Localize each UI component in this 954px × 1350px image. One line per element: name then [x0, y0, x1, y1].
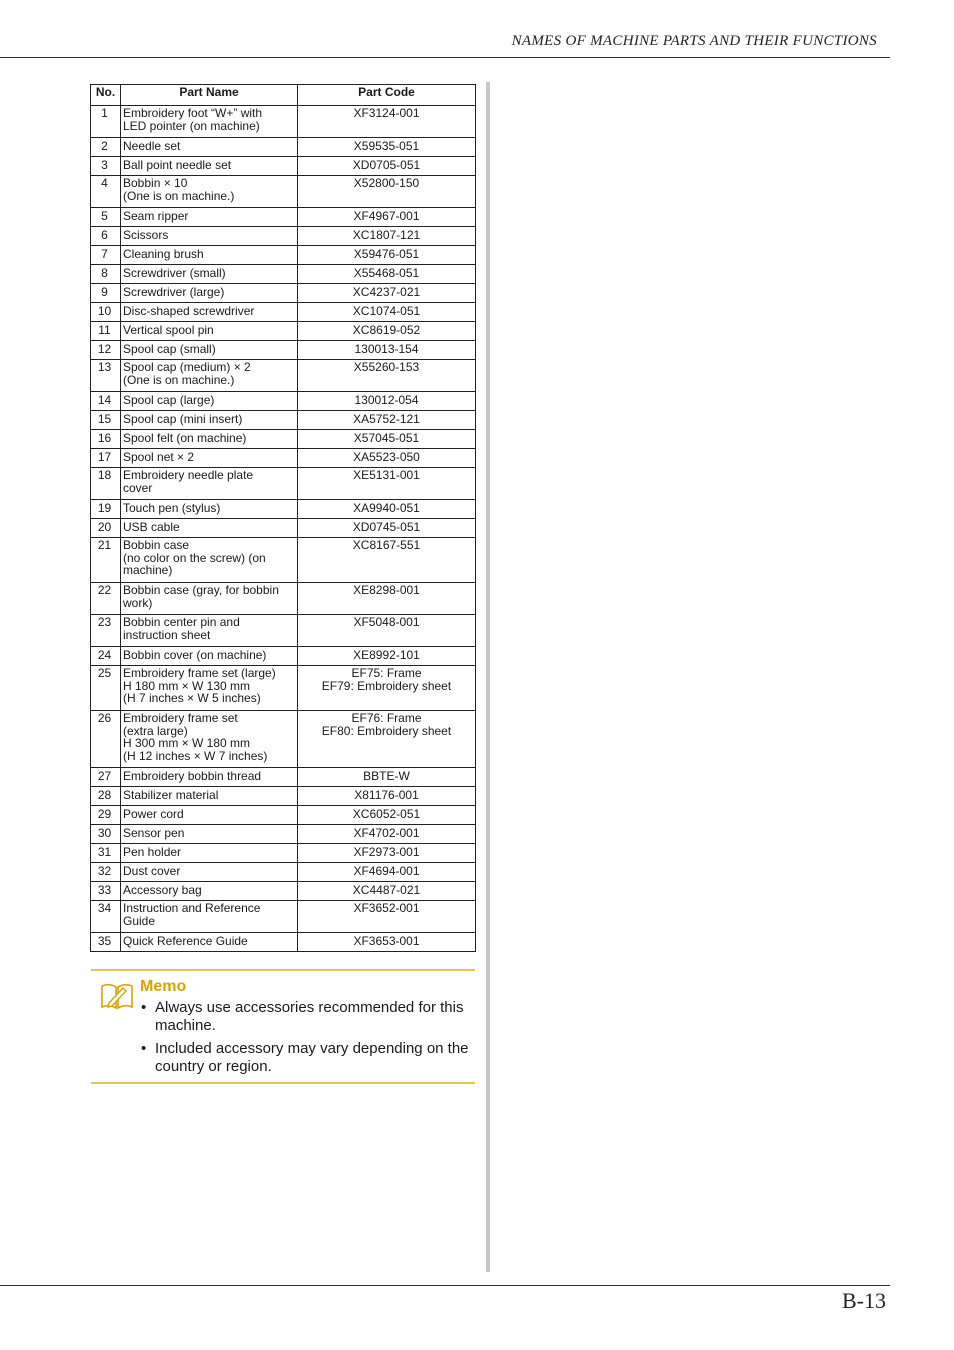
- table-row: [91, 176, 476, 208]
- part-number: 3: [91, 157, 121, 176]
- bullet: •: [141, 999, 147, 1016]
- part-code: [298, 430, 476, 449]
- part-code-line: XF4702-001: [353, 826, 420, 840]
- part-name-line: LED pointer (on machine): [123, 118, 260, 133]
- part-code-line: X52800-150: [353, 176, 420, 190]
- part-name: [121, 430, 298, 449]
- part-code-line: EF80: Embroidery sheet: [321, 723, 452, 738]
- part-name: [121, 157, 298, 176]
- part-code-line: XC4487-021: [352, 883, 421, 897]
- part-name-line: Dust cover: [123, 864, 181, 878]
- part-code-line: X57045-051: [353, 431, 420, 445]
- part-name: [121, 711, 298, 768]
- table-row: [91, 863, 476, 882]
- part-number: 23: [91, 615, 121, 647]
- part-number: 7: [91, 246, 121, 265]
- table-row: [91, 430, 476, 449]
- part-code-line: XE8992-101: [353, 648, 420, 662]
- part-number: 32: [91, 863, 121, 882]
- part-name-line: Quick Reference Guide: [123, 934, 248, 948]
- part-name: [121, 647, 298, 666]
- part-name-line: Spool net × 2: [123, 450, 195, 464]
- part-name: [121, 787, 298, 806]
- part-code: [298, 411, 476, 430]
- part-code-line: XE5131-001: [353, 468, 420, 482]
- part-code-line: EF79: Embroidery sheet: [321, 678, 452, 693]
- part-code-line: EF76: Frame: [351, 711, 422, 725]
- part-number: 24: [91, 647, 121, 666]
- part-code-line: XF4967-001: [353, 209, 420, 223]
- part-name-line: Disc-shaped screwdriver: [123, 304, 255, 318]
- part-code-line: XC8167-551: [352, 538, 421, 552]
- part-name: [121, 825, 298, 844]
- part-code: [298, 615, 476, 647]
- part-name-line: (H 12 inches × W 7 inches): [123, 749, 268, 764]
- part-name-line: H 300 mm × W 180 mm: [123, 736, 251, 751]
- part-name-line: (One is on machine.): [123, 188, 235, 203]
- table-row: [91, 284, 476, 303]
- part-code-line: 130012-054: [354, 393, 419, 407]
- part-name: [121, 583, 298, 615]
- part-name: [121, 227, 298, 246]
- table-row: [91, 303, 476, 322]
- part-name: [121, 844, 298, 863]
- table-row: [91, 615, 476, 647]
- table-row: [91, 449, 476, 468]
- part-name-line: instruction sheet: [123, 627, 211, 642]
- part-code: [298, 157, 476, 176]
- table-row: [91, 787, 476, 806]
- part-code-line: XD0705-051: [352, 158, 421, 172]
- part-number: 8: [91, 265, 121, 284]
- part-name-line: Ball point needle set: [123, 158, 232, 172]
- part-code-line: X81176-001: [354, 788, 419, 802]
- part-name: [121, 322, 298, 341]
- table-row: [91, 157, 476, 176]
- table-row: [91, 882, 476, 901]
- table-row: [91, 106, 476, 138]
- part-code-line: XD0745-051: [352, 520, 421, 534]
- part-code-line: XF3124-001: [353, 106, 420, 120]
- memo-item-text: Always use accessories recommended for this machine.: [155, 999, 464, 1034]
- part-number: 28: [91, 787, 121, 806]
- table-row: [91, 901, 476, 933]
- table-row: [91, 825, 476, 844]
- table-row: [91, 806, 476, 825]
- part-number: 14: [91, 392, 121, 411]
- part-code: [298, 538, 476, 583]
- part-number: 2: [91, 138, 121, 157]
- parts-table-body: [91, 106, 476, 952]
- part-code-line: XC4237-021: [352, 285, 421, 299]
- table-row: [91, 519, 476, 538]
- part-name-line: Embroidery foot “W+” with: [123, 106, 263, 120]
- table-row: [91, 666, 476, 711]
- table-row: [91, 583, 476, 615]
- part-number: 4: [91, 176, 121, 208]
- part-code-line: XC1074-051: [352, 304, 421, 318]
- memo-item: [140, 999, 470, 1034]
- part-code-line: XF3652-001: [353, 901, 420, 915]
- part-name-line: Embroidery frame set: [123, 711, 238, 725]
- part-number: 31: [91, 844, 121, 863]
- part-number: 17: [91, 449, 121, 468]
- header-no: No.: [91, 85, 121, 106]
- part-number: 29: [91, 806, 121, 825]
- table-row: [91, 500, 476, 519]
- part-code: [298, 360, 476, 392]
- part-code-line: XA5752-121: [353, 412, 420, 426]
- table-row: [91, 392, 476, 411]
- part-name-line: (extra large): [123, 723, 188, 738]
- part-code: [298, 583, 476, 615]
- part-code: [298, 468, 476, 500]
- header-part-code: Part Code: [298, 85, 476, 106]
- part-code: [298, 284, 476, 303]
- table-row: [91, 341, 476, 360]
- part-name: [121, 933, 298, 952]
- part-name: [121, 468, 298, 500]
- part-code: [298, 246, 476, 265]
- header-part-name: Part Name: [121, 85, 298, 106]
- part-number: 26: [91, 711, 121, 768]
- table-row: [91, 265, 476, 284]
- part-code: [298, 392, 476, 411]
- memo-book-pencil-icon: [101, 982, 133, 1010]
- table-row: [91, 647, 476, 666]
- part-code: [298, 500, 476, 519]
- part-name-line: Accessory bag: [123, 883, 202, 897]
- memo-item: [140, 1040, 470, 1075]
- part-name-line: Spool cap (large): [123, 393, 215, 407]
- part-name-line: Spool cap (medium) × 2: [123, 360, 251, 374]
- part-number: 6: [91, 227, 121, 246]
- part-code: [298, 303, 476, 322]
- table-row: [91, 360, 476, 392]
- part-name: [121, 615, 298, 647]
- part-name: [121, 806, 298, 825]
- part-code: [298, 647, 476, 666]
- part-code-line: XF3653-001: [353, 934, 420, 948]
- part-name-line: Instruction and Reference: [123, 901, 261, 915]
- part-code: [298, 666, 476, 711]
- part-name-line: Power cord: [123, 807, 184, 821]
- part-name: [121, 208, 298, 227]
- part-name-line: Screwdriver (large): [123, 285, 225, 299]
- part-name: [121, 500, 298, 519]
- part-name: [121, 411, 298, 430]
- table-row: [91, 227, 476, 246]
- part-name-line: Spool cap (small): [123, 342, 216, 356]
- part-name-line: Seam ripper: [123, 209, 189, 223]
- part-name-line: Bobbin case (gray, for bobbin: [123, 583, 279, 597]
- part-name: [121, 284, 298, 303]
- footer-rule: [0, 1285, 890, 1286]
- part-number: 20: [91, 519, 121, 538]
- part-number: 21: [91, 538, 121, 583]
- part-name: [121, 768, 298, 787]
- part-name-line: Touch pen (stylus): [123, 501, 221, 515]
- part-number: 19: [91, 500, 121, 519]
- part-name: [121, 303, 298, 322]
- part-code-line: XA5523-050: [353, 450, 420, 464]
- part-name-line: Bobbin cover (on machine): [123, 648, 267, 662]
- part-code: [298, 227, 476, 246]
- part-name-line: (H 7 inches × W 5 inches): [123, 691, 261, 706]
- part-name-line: Spool cap (mini insert): [123, 412, 243, 426]
- part-code: [298, 901, 476, 933]
- part-name-line: Bobbin center pin and: [123, 615, 240, 629]
- part-name-line: Stabilizer material: [123, 788, 219, 802]
- part-code: [298, 449, 476, 468]
- part-code-line: X55260-153: [353, 360, 420, 374]
- part-code: [298, 711, 476, 768]
- part-name: [121, 449, 298, 468]
- part-code: [298, 138, 476, 157]
- part-number: 5: [91, 208, 121, 227]
- part-name: [121, 392, 298, 411]
- part-name-line: Bobbin case: [123, 538, 190, 552]
- part-number: 27: [91, 768, 121, 787]
- part-number: 25: [91, 666, 121, 711]
- part-number: 22: [91, 583, 121, 615]
- part-name: [121, 341, 298, 360]
- table-row: [91, 322, 476, 341]
- part-code-line: X59535-051: [353, 139, 420, 153]
- part-name-line: Cleaning brush: [123, 247, 204, 261]
- part-code-line: XF2973-001: [353, 845, 420, 859]
- part-code: [298, 806, 476, 825]
- part-code: [298, 825, 476, 844]
- part-number: 18: [91, 468, 121, 500]
- part-name-line: (no color on the screw) (on: [123, 550, 266, 565]
- part-name-line: Scissors: [123, 228, 169, 242]
- part-number: 10: [91, 303, 121, 322]
- part-code: [298, 863, 476, 882]
- part-name-line: (One is on machine.): [123, 372, 235, 387]
- part-number: 34: [91, 901, 121, 933]
- part-name: [121, 863, 298, 882]
- part-name-line: Guide: [123, 913, 156, 928]
- table-row: [91, 246, 476, 265]
- header-rule: [0, 57, 890, 58]
- part-code: [298, 844, 476, 863]
- part-code-line: XC8619-052: [352, 323, 421, 337]
- part-number: 9: [91, 284, 121, 303]
- part-code: [298, 933, 476, 952]
- part-code-line: 130013-154: [354, 342, 419, 356]
- part-code: [298, 768, 476, 787]
- part-name: [121, 360, 298, 392]
- section-title: NAMES OF MACHINE PARTS AND THEIR FUNCTIONS: [511, 33, 877, 49]
- memo-box: [91, 969, 475, 1084]
- part-name-line: Embroidery needle plate: [123, 468, 254, 482]
- part-code: [298, 341, 476, 360]
- part-name: [121, 666, 298, 711]
- memo-item-text: Included accessory may vary depending on the country or region.: [155, 1040, 469, 1075]
- part-code: [298, 519, 476, 538]
- part-number: 12: [91, 341, 121, 360]
- part-code-line: XC6052-051: [352, 807, 421, 821]
- part-code-line: X59476-051: [353, 247, 420, 261]
- part-name: [121, 538, 298, 583]
- part-number: 35: [91, 933, 121, 952]
- page-number: B-13: [842, 1288, 886, 1313]
- part-code: [298, 787, 476, 806]
- table-row: [91, 933, 476, 952]
- part-name-line: H 180 mm × W 130 mm: [123, 678, 251, 693]
- part-name: [121, 882, 298, 901]
- part-code-line: X55468-051: [353, 266, 420, 280]
- part-code-line: BBTE-W: [363, 769, 410, 783]
- part-name-line: Vertical spool pin: [123, 323, 214, 337]
- part-name: [121, 176, 298, 208]
- table-row: [91, 468, 476, 500]
- table-row: [91, 711, 476, 768]
- part-code: [298, 176, 476, 208]
- part-name-line: cover: [123, 480, 153, 495]
- memo-list: [140, 999, 470, 1081]
- part-number: 30: [91, 825, 121, 844]
- part-code-line: XF4694-001: [353, 864, 420, 878]
- part-code: [298, 322, 476, 341]
- part-code-line: XC1807-121: [352, 228, 421, 242]
- table-row: [91, 208, 476, 227]
- part-name-line: Needle set: [123, 139, 181, 153]
- part-code-line: XE8298-001: [353, 583, 420, 597]
- table-row: [91, 411, 476, 430]
- part-name: [121, 246, 298, 265]
- part-number: 1: [91, 106, 121, 138]
- table-row: [91, 844, 476, 863]
- part-name-line: Embroidery bobbin thread: [123, 769, 262, 783]
- part-number: 11: [91, 322, 121, 341]
- part-name-line: Pen holder: [123, 845, 182, 859]
- part-code: [298, 265, 476, 284]
- part-name: [121, 901, 298, 933]
- part-name-line: Bobbin × 10: [123, 176, 188, 190]
- part-number: 16: [91, 430, 121, 449]
- part-name-line: Sensor pen: [123, 826, 185, 840]
- part-code: [298, 106, 476, 138]
- part-name-line: Embroidery frame set (large): [123, 666, 276, 680]
- part-code-line: XF5048-001: [353, 615, 420, 629]
- part-number: 33: [91, 882, 121, 901]
- table-row: [91, 538, 476, 583]
- table-row: [91, 768, 476, 787]
- part-name-line: machine): [123, 563, 173, 578]
- bullet: •: [141, 1040, 147, 1057]
- part-name-line: Spool felt (on machine): [123, 431, 247, 445]
- part-code-line: EF75: Frame: [351, 666, 422, 680]
- part-code: [298, 882, 476, 901]
- part-name-line: Screwdriver (small): [123, 266, 226, 280]
- part-name-line: work): [123, 595, 153, 610]
- part-code: [298, 208, 476, 227]
- table-row: [91, 138, 476, 157]
- part-name: [121, 265, 298, 284]
- table-header-row: [91, 85, 476, 106]
- part-name: [121, 519, 298, 538]
- part-number: 13: [91, 360, 121, 392]
- part-name: [121, 138, 298, 157]
- part-number: 15: [91, 411, 121, 430]
- part-name-line: USB cable: [123, 520, 180, 534]
- part-name: [121, 106, 298, 138]
- part-code-line: XA9940-051: [353, 501, 420, 515]
- parts-table: [90, 84, 476, 952]
- memo-title: Memo: [140, 978, 187, 995]
- column-divider: [486, 82, 490, 1272]
